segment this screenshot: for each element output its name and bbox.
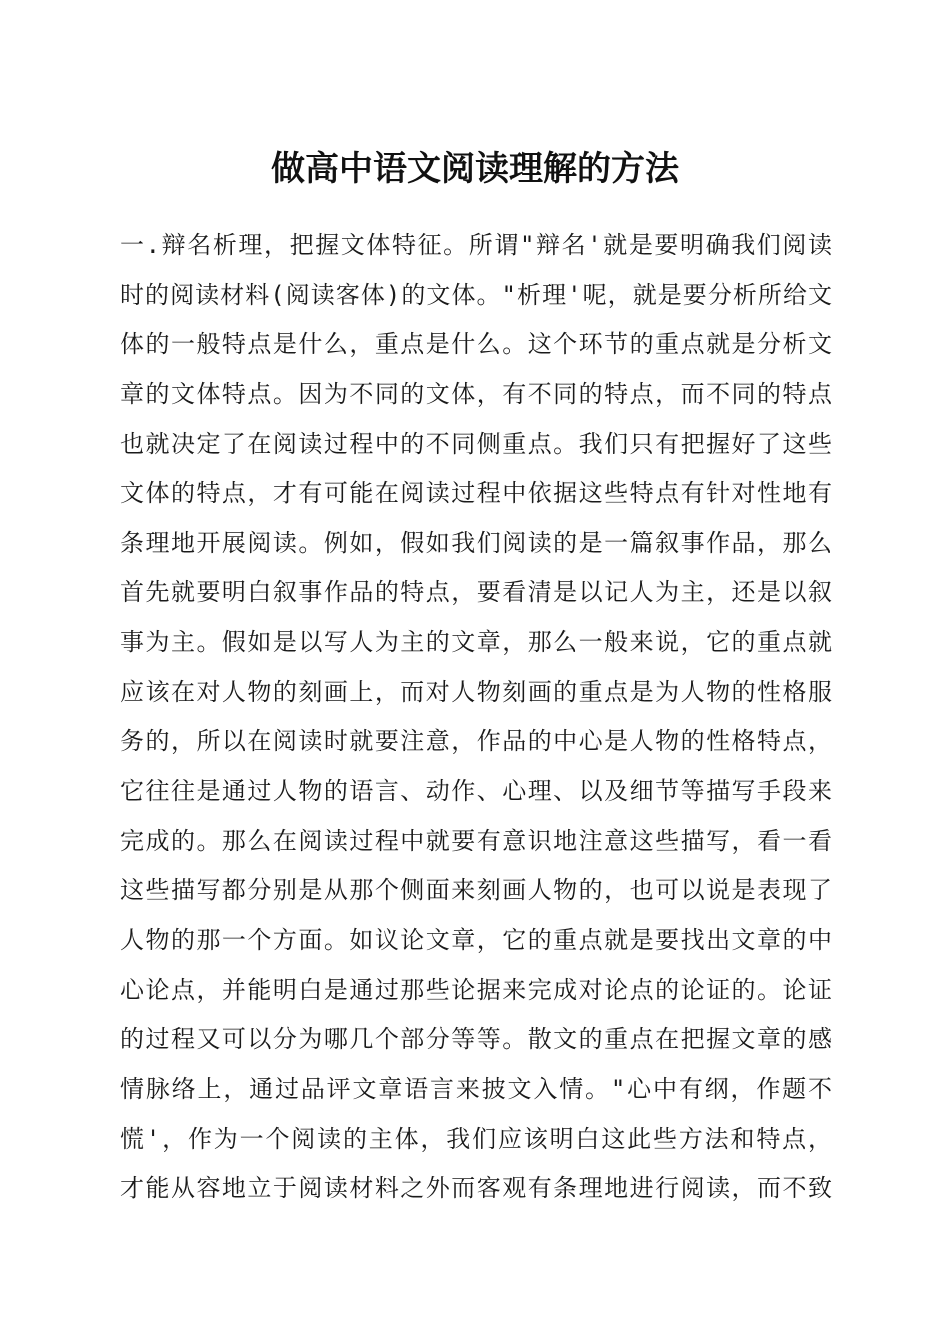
body-line: 完成的。那么在阅读过程中就要有意识地注意这些描写，看一看 — [120, 826, 832, 855]
body-line: 才能从容地立于阅读材料之外而客观有条理地进行阅读，而不致 — [120, 1174, 832, 1203]
document-body — [120, 221, 832, 1214]
body-line: 一.辩名析理，把握文体特征。所谓"辩名'就是要明确我们阅读 — [120, 231, 832, 259]
body-line: 它往往是通过人物的语言、动作、心理、以及细节等描写手段来 — [120, 777, 832, 806]
body-line: 人物的那一个方面。如议论文章，它的重点就是要找出文章的中 — [120, 925, 832, 954]
body-line: 的过程又可以分为哪几个部分等等。散文的重点在把握文章的感 — [120, 1025, 832, 1054]
body-line: 务的，所以在阅读时就要注意，作品的中心是人物的性格特点， — [120, 727, 832, 756]
body-line: 也就决定了在阅读过程中的不同侧重点。我们只有把握好了这些 — [120, 429, 832, 458]
body-line: 这些描写都分别是从那个侧面来刻画人物的，也可以说是表现了 — [120, 876, 832, 905]
body-line: 慌'，作为一个阅读的主体，我们应该明白这此些方法和特点， — [120, 1124, 832, 1153]
body-line: 心论点，并能明白是通过那些论据来完成对论点的论证的。论证 — [120, 975, 832, 1004]
body-line: 章的文体特点。因为不同的文体，有不同的特点，而不同的特点 — [120, 379, 832, 408]
body-line: 情脉络上，通过品评文章语言来披文入情。"心中有纲，作题不 — [120, 1074, 832, 1103]
body-line: 时的阅读材料(阅读客体)的文体。"析理'呢，就是要分析所给文 — [120, 280, 832, 309]
body-line: 条理地开展阅读。例如，假如我们阅读的是一篇叙事作品，那么 — [120, 528, 832, 557]
body-line: 事为主。假如是以写人为主的文章，那么一般来说，它的重点就 — [120, 628, 832, 657]
body-line: 文体的特点，才有可能在阅读过程中依据这些特点有针对性地有 — [120, 479, 832, 508]
body-line: 应该在对人物的刻画上，而对人物刻画的重点是为人物的性格服 — [120, 677, 832, 706]
document-title: 做高中语文阅读理解的方法 — [271, 149, 679, 189]
body-line: 体的一般特点是什么，重点是什么。这个环节的重点就是分析文 — [120, 330, 832, 359]
body-line: 首先就要明白叙事作品的特点，要看清是以记人为主，还是以叙 — [120, 578, 832, 607]
